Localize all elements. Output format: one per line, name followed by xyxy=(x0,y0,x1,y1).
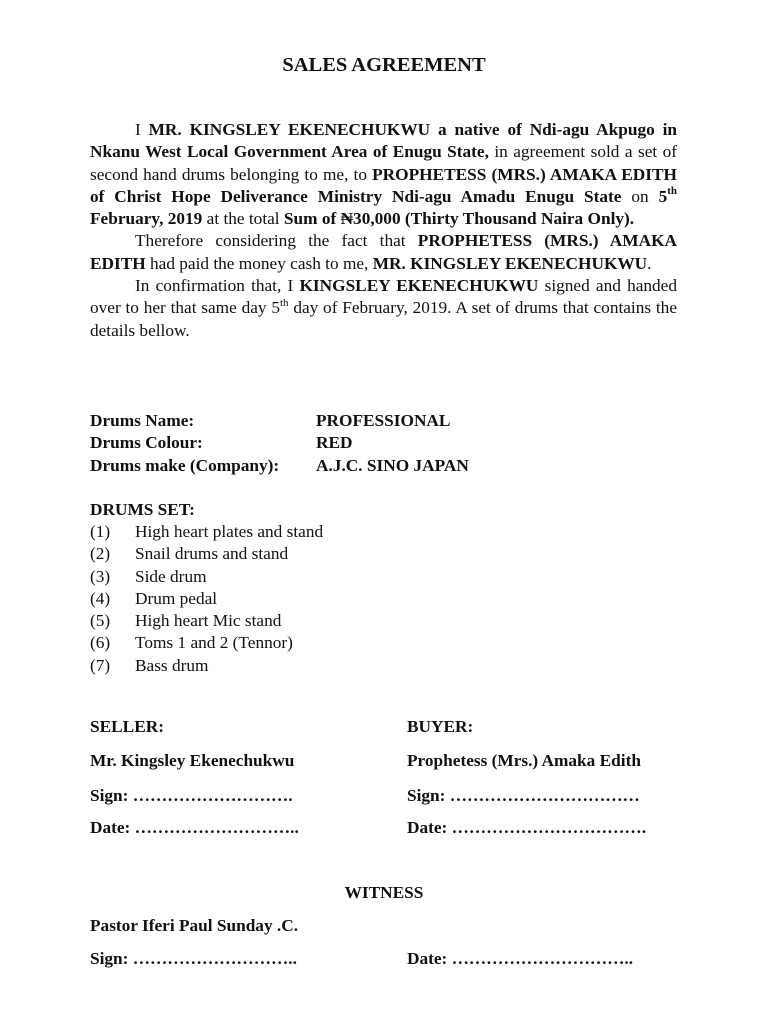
buyer-name: Prophetess (Mrs.) Amaka Edith xyxy=(407,751,641,770)
sale-amount: Sum of ₦30,000 (Thirty Thousand Naira Only). xyxy=(283,209,635,229)
para2-text-2: had paid the money cash to me, xyxy=(145,253,373,273)
para3-text-2: signed and handed over to her that same day 5 xyxy=(90,276,677,318)
list-item-text: High heart plates and stand xyxy=(135,522,324,541)
list-item xyxy=(90,543,323,565)
list-item-text: Side drum xyxy=(135,566,207,586)
para3-text-1: In confirmation that, I xyxy=(135,276,300,296)
list-item-text: Toms 1 and 2 (Tennor) xyxy=(135,633,293,653)
seller-heading: SELLER: xyxy=(90,717,164,736)
detail-value: PROFESSIONAL xyxy=(316,411,451,430)
para2-buyer-name: PROPHETESS (MRS.) AMAKA EDITH xyxy=(90,231,677,273)
para1-text-2: in agreement sold a set of second hand drums belonging to me, to xyxy=(90,142,677,184)
paragraph-confirmation xyxy=(90,275,677,342)
seller-name: Mr. Kingsley Ekenechukwu xyxy=(90,751,295,770)
seller-date-line: Date: ……………………….. xyxy=(90,818,299,837)
agreement-body xyxy=(90,119,677,342)
drums-set-heading: DRUMS SET: xyxy=(90,500,195,519)
buyer-date-line: Date: ……………………………. xyxy=(407,818,647,837)
detail-label: Drums make (Company): xyxy=(90,455,280,475)
detail-row-make xyxy=(90,455,469,477)
list-item-text: Bass drum xyxy=(135,655,209,675)
list-item-text: High heart Mic stand xyxy=(135,611,282,631)
buyer-heading: BUYER: xyxy=(407,717,474,736)
list-item-number: (7) xyxy=(90,655,111,675)
sale-day-suffix: th xyxy=(667,185,678,198)
detail-value: RED xyxy=(316,433,353,453)
para1-text-1: I xyxy=(135,120,149,139)
witness-date-line: Date: ………………………….. xyxy=(407,949,634,968)
buyer-sign-line: Sign: …………………………… xyxy=(407,786,640,805)
detail-row-name xyxy=(90,410,469,432)
list-item xyxy=(90,655,323,677)
detail-row-colour xyxy=(90,432,469,454)
para2-seller-name: MR. KINGSLEY EKENECHUKWU xyxy=(372,253,648,273)
list-item-text: Snail drums and stand xyxy=(135,544,289,564)
sale-day: 5 xyxy=(658,186,668,206)
list-item xyxy=(90,632,323,654)
seller-sign-line: Sign: ………………………. xyxy=(90,786,293,805)
list-item xyxy=(90,566,323,588)
list-item-number: (3) xyxy=(90,566,111,586)
list-item-number: (6) xyxy=(90,633,111,653)
para3-day-suffix: th xyxy=(279,296,289,309)
drums-set-list xyxy=(90,521,323,677)
para1-text-4: at the total xyxy=(202,209,284,229)
list-item-text: Drum pedal xyxy=(135,588,218,608)
drum-details xyxy=(90,410,469,477)
witness-heading: WITNESS xyxy=(344,883,424,902)
paragraph-payment xyxy=(90,230,677,275)
para3-seller-name: KINGSLEY EKENECHUKWU xyxy=(299,276,539,296)
para2-text-1: Therefore considering the fact that xyxy=(135,231,418,251)
detail-value: A.J.C. SINO JAPAN xyxy=(316,455,469,475)
list-item-number: (5) xyxy=(90,611,111,631)
document-title: SALES AGREEMENT xyxy=(282,54,486,76)
detail-label: Drums Name: xyxy=(90,411,195,430)
sale-month-year: February, 2019 xyxy=(90,209,203,229)
paragraph-sale-statement xyxy=(90,119,677,230)
para2-text-3: . xyxy=(647,253,652,273)
witness-sign-line: Sign: ……………………….. xyxy=(90,949,297,968)
buyer-description: PROPHETESS (MRS.) AMAKA EDITH of Christ Hope Deliverance Ministry Ndi-agu Amadu Enugu State xyxy=(90,164,677,206)
list-item-number: (1) xyxy=(90,522,111,541)
seller-description: MR. KINGSLEY EKENECHUKWU a native of Ndi-agu Akpugo in Nkanu West Local Government Area of Enugu State, xyxy=(90,120,677,162)
para3-text-3: day of February, 2019. A set of drums that contains the details bellow. xyxy=(90,298,677,340)
detail-label: Drums Colour: xyxy=(90,433,203,453)
list-item xyxy=(90,588,323,610)
list-item-number: (4) xyxy=(90,588,111,608)
list-item xyxy=(90,521,323,543)
list-item xyxy=(90,610,323,632)
para1-text-3: on xyxy=(621,186,659,206)
witness-name: Pastor Iferi Paul Sunday .C. xyxy=(90,916,299,935)
list-item-number: (2) xyxy=(90,544,111,564)
